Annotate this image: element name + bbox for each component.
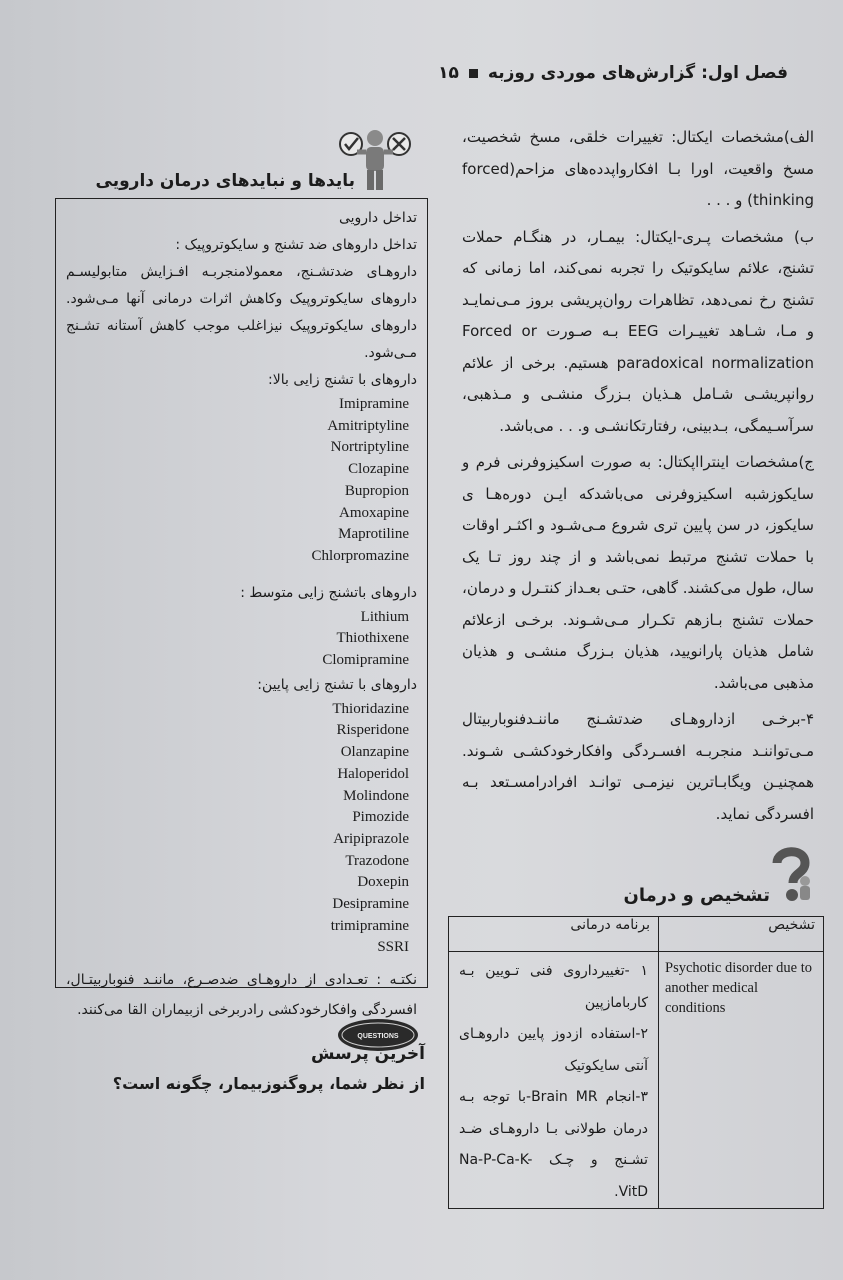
medium-seizure-label: داروهای باتشنج زایی متوسط : — [240, 584, 417, 601]
paragraph-interictal: ج)مشخصات اینترااپکتال: به صورت اسکیزوفرنی فرم و سایکوزشبه اسکیزوفرنی می‌باشدکه ایـن دوره‌هـا ی سایکوز، در سن پایین تری شروع مـی‌شـود و اکثـر اوقات با حملات تشنج مرتبط نمی‌باشد و از چند روز تـا یک سال، طول می‌کشند. گاهی، حتـی بعـداز کنتـرل و درمان، حملات تشنج بـازهم تکـرار مـی‌شـوند. برخـی ازعلائم شامل هذیان پارانویید، هذیان بـزرگ منشـی و هذیان مذهبی می‌باشد. — [462, 453, 814, 692]
page-number: ۱۵ — [438, 63, 459, 83]
last-question-section — [75, 1016, 425, 1106]
paragraph-point-4: ۴-برخـی ازداروهـای ضدتشـنج ماننـدفنوباربیتال مـی‌تواننـد منجربـه افسـردگی وافکارخودکشـی شـوند. همچنیـن ویگابـاترین نیزمـی توانـد افرادرامسـتعد بـه افسردگی نماید. — [462, 710, 814, 823]
diagnosis-cell: Psychotic disorder due to another medical conditions — [659, 952, 824, 1209]
treatment-step-1: ۱ -تغییرداروی فنی تـویین بـه کاربامازپین — [459, 963, 648, 1011]
paragraph-ictal: الف)مشخصات ایکتال: تغییرات خلقی، مسخ شخصیت، مسخ واقعیت، اورا بـا افکارواپدده‌های مزاحم(forced thinking) و . . . — [462, 128, 814, 209]
drug-interaction-box — [55, 198, 428, 1019]
drug-item: Chlorpromazine — [311, 547, 409, 564]
drug-item: Bupropion — [344, 482, 409, 499]
last-question-text: از نظر شما، پروگنوزبیمار، چگونه است؟ — [112, 1074, 425, 1093]
interaction-heading: تداخل دارویی — [338, 210, 417, 226]
drug-item: Haloperidol — [337, 765, 409, 782]
medium-seizure-drug-list — [66, 607, 417, 672]
drug-item: Maprotiline — [338, 526, 409, 543]
box-title: بایدها و نبایدهای درمان دارویی — [95, 171, 355, 191]
interaction-subheading: تداخل داروهای ضد تشنج و سایکوتروپیک : — [175, 237, 417, 253]
treatment-cell — [449, 952, 659, 1209]
drug-item: Nortriptyline — [330, 439, 409, 456]
column-header-treatment: برنامه درمانی — [449, 917, 659, 952]
low-seizure-drug-list — [66, 699, 417, 959]
badge-text: QUESTIONS — [357, 1033, 399, 1040]
drug-item: Clomipramine — [322, 652, 409, 669]
chapter-title: فصل اول: گزارش‌های موردی روزبه — [487, 63, 788, 83]
high-seizure-drug-list — [66, 394, 417, 568]
drug-item: Imipramine — [339, 396, 409, 412]
right-column — [462, 122, 814, 835]
drug-item: Desipramine — [332, 896, 409, 913]
drug-item: Pimozide — [352, 809, 409, 826]
diagnosis-section-title: تشخیص و درمان — [623, 885, 770, 906]
drug-item: Thioridazine — [332, 700, 409, 717]
interaction-text: داروهـای ضدتشـنج، معمولامنجربـه افـزایش متابولیسـم داروهای سایکوتروپیک وکاهش اثرات درمانی آنها مـی‌شود. داروهای سایکوتروپیک نیزاغلب موجب کاهش آستانه تشـنج مـی‌شود. — [66, 264, 417, 361]
column-header-diagnosis: تشخیص — [659, 917, 824, 952]
drug-item: Clozapine — [348, 461, 409, 478]
square-bullet-icon — [469, 69, 478, 78]
table-header-row — [449, 917, 824, 952]
diagnosis-table — [448, 916, 824, 1209]
high-seizure-label: داروهای با تشنج زایی بالا: — [268, 372, 417, 388]
treatment-step-3: ۳-انجام Brain MR-با توجه بـه درمان طولانی بـا داروهـای ضـد تشـنج و چـک Na-P-Ca-K- VitD. — [459, 1089, 648, 1200]
last-question-title: آخرین پرسش — [311, 1044, 425, 1064]
drug-item: Thiothixene — [336, 630, 409, 647]
drug-item: Amoxapine — [339, 504, 409, 521]
table-row — [449, 952, 824, 1209]
question-mark-person-icon — [765, 845, 815, 903]
drug-item: Aripiprazole — [333, 830, 409, 847]
drug-item: trimipramine — [330, 917, 409, 934]
drug-item: SSRI — [377, 939, 409, 956]
paragraph-periictal: ب) مشخصات پـری-ایکتال: بیمـار، در هنگـام حملات تشنج، علائم سایکوتیک را تجربه نمی‌کند، اما زمانی که تشنج رخ نمی‌دهد، تظاهرات روان‌پریشی بروز مـی‌نمایـد و مـا، شـاهد تغییـرات EEG بـه صـورت Forced or paradoxical normalization هستیم. برخی از علائم روانپریشـی شـامل هـذیان بـزرگ منشـی و مـذهبی، سرآسـیمگی، بـدبینی، رفتارتکانشـی و. . . می‌باشد. — [462, 227, 814, 435]
drug-item: Trazodone — [345, 852, 409, 869]
drug-item: Lithium — [360, 608, 409, 625]
drug-item: Amitriptyline — [327, 417, 409, 434]
box-note: نکتـه : تعـدادی از داروهـای ضدصـرع، ماننـد فنوباربیتـال، افسردگی وافکارخودکشی رادربرخی ازبیماران القا می‌کنند. — [66, 972, 417, 1019]
drug-item: Risperidone — [336, 722, 409, 739]
page-header — [60, 58, 788, 88]
low-seizure-label: داروهای با تشنج زایی پایین: — [257, 676, 417, 693]
drug-item: Olanzapine — [340, 744, 409, 761]
drug-item: Molindone — [343, 787, 409, 804]
treatment-step-2: ۲-استفاده ازدوز پایین داروهـای آنتی سایکوتیک — [459, 1026, 648, 1074]
drug-item: Doxepin — [357, 874, 409, 891]
